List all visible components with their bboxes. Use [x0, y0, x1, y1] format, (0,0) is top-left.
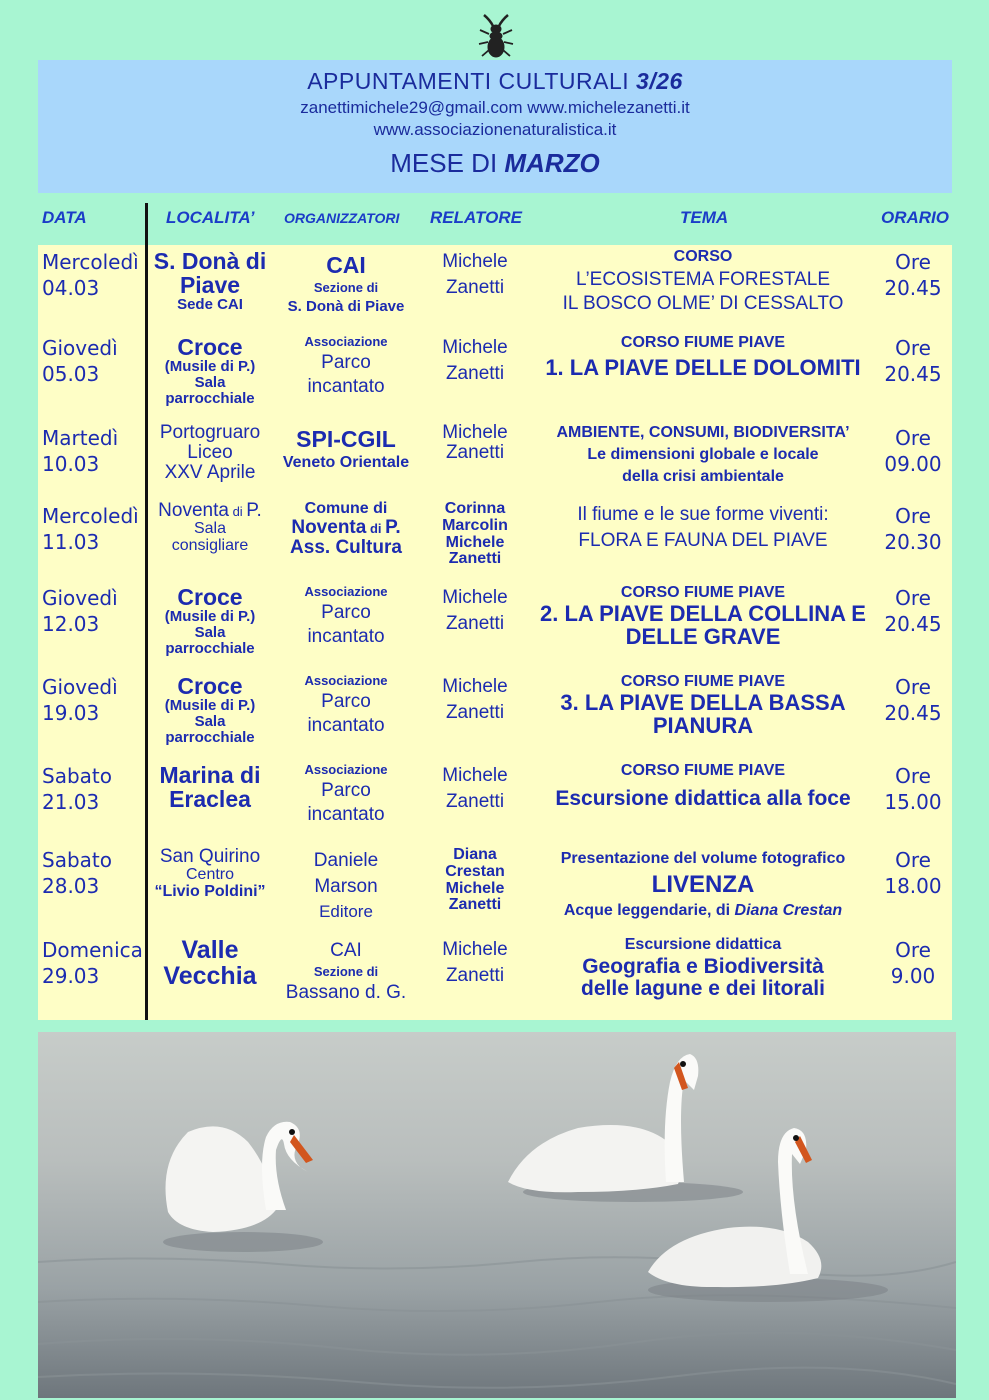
event-date: Sabato 28.03	[42, 848, 112, 898]
event-time: Ore 09.00	[884, 426, 942, 476]
event-location: Croce (Musile di P.) Sala parrocchiale	[164, 584, 256, 657]
event-speaker: Michele Zanetti	[442, 765, 508, 812]
event-location: Marina di Eraclea	[159, 762, 261, 813]
events-table	[38, 245, 952, 1020]
contact-line: zanettimichele29@gmail.com www.michelezanetti.it	[300, 98, 690, 117]
event-location: San Quirino Centro “Livio Poldini”	[154, 846, 266, 900]
event-organizer: Associazione Parco incantato	[304, 584, 388, 647]
column-header-localita: LOCALITA’	[166, 208, 255, 227]
swans-photo	[38, 1032, 956, 1398]
event-speaker: Michele Zanetti	[442, 337, 508, 384]
event-organizer: SPI-CGIL Veneto Orientale	[282, 426, 410, 472]
event-date: Martedì 10.03	[42, 426, 119, 476]
event-organizer: CAI Sezione di Bassano d. G.	[285, 940, 407, 1003]
swans-illustration	[38, 1032, 956, 1398]
event-topic: CORSO FIUME PIAVE 1. LA PIAVE DELLE DOLOMITI	[545, 334, 861, 380]
event-time: Ore 20.45	[884, 336, 942, 386]
month-title: MESE DI MARZO	[390, 148, 600, 178]
event-location: Portogruaro Liceo XXV Aprile	[159, 422, 261, 483]
event-date: Giovedì 19.03	[42, 675, 118, 725]
event-time: Ore 20.45	[884, 250, 942, 300]
event-date: Mercoledì 04.03	[42, 250, 139, 300]
event-speaker: Michele Zanetti	[442, 939, 508, 986]
event-date: Mercoledì 11.03	[42, 504, 139, 554]
event-organizer: Associazione Parco incantato	[304, 762, 388, 825]
event-time: Ore 18.00	[884, 848, 942, 898]
event-location: Noventa di P. Sala consigliare	[158, 500, 262, 554]
event-time: Ore 20.45	[884, 586, 942, 636]
event-topic: CORSO L’ECOSISTEMA FORESTALE IL BOSCO OLME’ DI CESSALTO	[562, 248, 844, 314]
event-date: Giovedì 12.03	[42, 586, 118, 636]
event-topic: Escursione didattica Geografia e Biodiversità delle lagune e dei litorali	[581, 936, 825, 1000]
event-speaker: Michele Zanetti	[442, 422, 508, 463]
event-topic: Il fiume e le sue forme viventi: FLORA E FAUNA DEL PIAVE	[577, 504, 829, 551]
column-divider	[145, 203, 148, 1020]
event-organizer: Daniele Marson Editore	[313, 850, 379, 921]
website-line: www.associazionenaturalistica.it	[373, 120, 617, 139]
header-box	[38, 60, 952, 193]
event-location: Valle Vecchia	[163, 936, 257, 991]
event-time: Ore 20.30	[884, 504, 942, 554]
event-topic: Presentazione del volume fotografico LIVENZA Acque leggendarie, di Diana Crestan	[560, 850, 846, 919]
event-speaker: Michele Zanetti	[442, 251, 508, 298]
column-header-orario: ORARIO	[881, 208, 949, 227]
event-location: Croce (Musile di P.) Sala parrocchiale	[164, 334, 256, 407]
event-location: Croce (Musile di P.) Sala parrocchiale	[164, 673, 256, 746]
event-topic: CORSO FIUME PIAVE 3. LA PIAVE DELLA BASSA PIANURA	[560, 673, 846, 738]
event-organizer: CAI Sezione di S. Donà di Piave	[287, 252, 405, 315]
event-topic: CORSO FIUME PIAVE Escursione didattica alla foce	[555, 762, 851, 810]
event-date: Domenica 29.03	[42, 938, 143, 988]
beetle-icon	[474, 12, 518, 58]
column-header-relatore: RELATORE	[430, 208, 522, 227]
column-header-data: DATA	[42, 208, 87, 227]
event-location: S. Donà di Piave Sede CAI	[153, 248, 267, 314]
event-speaker: Michele Zanetti	[442, 587, 508, 634]
event-organizer: Associazione Parco incantato	[304, 673, 388, 736]
column-header-tema: TEMA	[680, 208, 729, 227]
event-speaker: Corinna Marcolin Michele Zanetti	[442, 500, 508, 568]
page-title: APPUNTAMENTI CULTURALI 3/26	[307, 68, 683, 94]
event-organizer: Comune di Noventa di P. Ass. Cultura	[290, 500, 402, 558]
event-time: Ore 15.00	[884, 764, 942, 814]
event-speaker: Michele Zanetti	[442, 676, 508, 723]
event-topic: AMBIENTE, CONSUMI, BIODIVERSITA’ Le dimensioni globale e locale della crisi ambientale	[556, 424, 850, 485]
event-topic: CORSO FIUME PIAVE 2. LA PIAVE DELLA COLLINA E DELLE GRAVE	[540, 584, 866, 649]
event-time: Ore 9.00	[890, 938, 936, 988]
event-speaker: Diana Crestan Michele Zanetti	[445, 846, 505, 914]
column-header-organizzatori: ORGANIZZATORI	[284, 210, 400, 226]
event-time: Ore 20.45	[884, 675, 942, 725]
event-date: Sabato 21.03	[42, 764, 112, 814]
event-organizer: Associazione Parco incantato	[304, 334, 388, 397]
event-date: Giovedì 05.03	[42, 336, 118, 386]
